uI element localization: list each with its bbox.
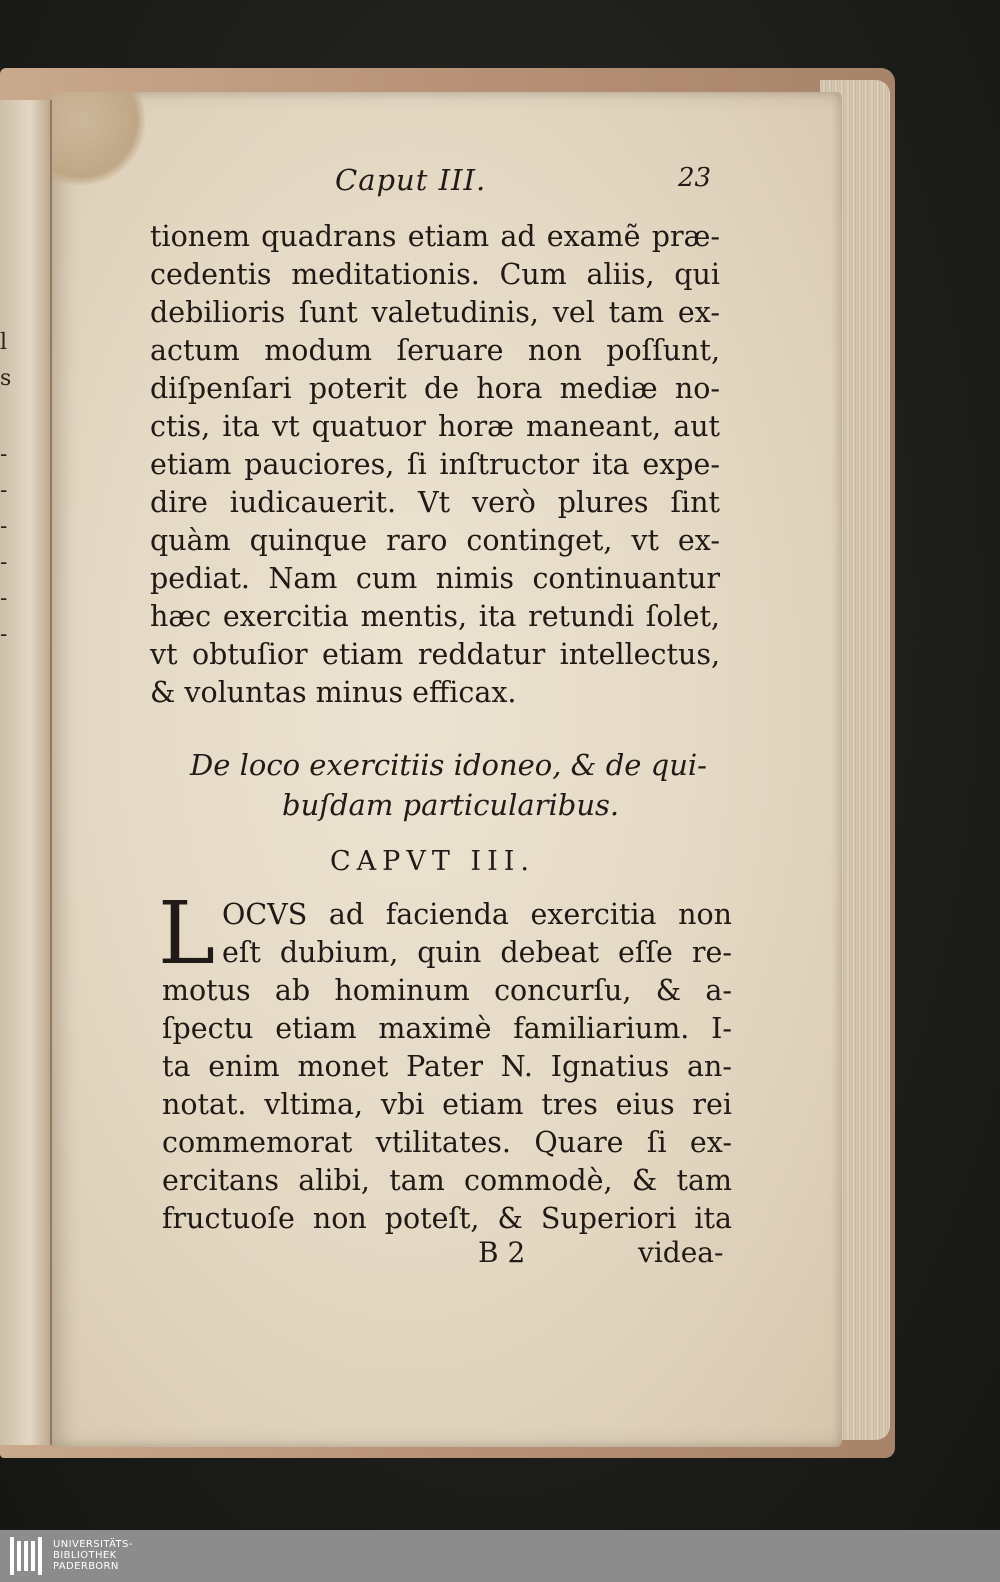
library-footer-bar xyxy=(0,1530,1000,1582)
text-line: debilioris ſunt valetudinis, vel tam ex- xyxy=(150,296,720,329)
left-mark: l xyxy=(0,330,8,355)
text-line: cedentis meditationis. Cum aliis, qui xyxy=(150,258,720,291)
page-number: 23 xyxy=(678,163,712,193)
library-logo-line2: BIBLIOTHEK xyxy=(53,1550,117,1561)
text-line: ctis, ita vt quatuor horæ maneant, aut xyxy=(150,410,720,443)
left-mark: - xyxy=(0,478,8,503)
running-head: Caput III. xyxy=(335,163,487,197)
text-line: ſpectu etiam maximè familiarium. I- xyxy=(162,1012,732,1045)
text-line: notat. vltima, vbi etiam tres eius rei xyxy=(162,1088,732,1121)
left-mark: - xyxy=(0,442,8,467)
text-line: & voluntas minus efficax. xyxy=(150,676,517,709)
text-line: vt obtuſior etiam reddatur intellectus, xyxy=(150,638,720,671)
text-line: commemorat vtilitates. Quare ſi ex- xyxy=(162,1126,732,1159)
text-line: tionem quadrans etiam ad examẽ præ- xyxy=(150,220,720,253)
text-line: hæc exercitia mentis, ita retundi ſolet, xyxy=(150,600,720,633)
catchword: videa- xyxy=(638,1236,724,1269)
text-line: diſpenſari poterit de hora mediæ no- xyxy=(150,372,720,405)
left-mark: - xyxy=(0,550,8,575)
library-logo-line3: PADERBORN xyxy=(53,1561,119,1572)
text-line: eſt dubium, quin debeat eſſe re- xyxy=(222,936,732,969)
text-line: quàm quinque raro continget, vt ex- xyxy=(150,524,720,557)
library-logo-icon xyxy=(10,1537,44,1575)
text-line: actum modum ſeruare non poſſunt, xyxy=(150,334,720,367)
text-line: dire iudicauerit. Vt verò plures ſint xyxy=(150,486,720,519)
signature-mark: B 2 xyxy=(478,1236,526,1269)
torn-corner xyxy=(52,92,147,187)
text-line: fructuoſe non poteſt, & Superiori ita xyxy=(162,1202,732,1235)
text-line: ercitans alibi, tam commodè, & tam xyxy=(162,1164,732,1197)
left-page-marks xyxy=(0,325,12,653)
section-heading-line: De loco exercitiis idoneo, & de qui- xyxy=(190,748,707,782)
left-mark: - xyxy=(0,514,8,539)
text-line: motus ab hominum concurſu, & a- xyxy=(162,974,732,1007)
drop-cap: L xyxy=(158,884,216,984)
left-page-edge xyxy=(0,100,52,1445)
text-line: ta enim monet Pater N. Ignatius an- xyxy=(162,1050,732,1083)
left-mark: - xyxy=(0,622,8,647)
text-line: etiam pauciores, ſi inſtructor ita expe- xyxy=(150,448,720,481)
left-mark: s xyxy=(0,366,12,391)
library-logo-line1: UNIVERSITÄTS- xyxy=(53,1539,133,1550)
text-line: pediat. Nam cum nimis continuantur xyxy=(150,562,720,595)
section-heading-line: buſdam particularibus. xyxy=(282,788,620,822)
left-mark: - xyxy=(0,586,8,611)
chapter-label: CAPVT III. xyxy=(330,846,535,877)
text-line: OCVS ad facienda exercitia non xyxy=(222,898,732,931)
